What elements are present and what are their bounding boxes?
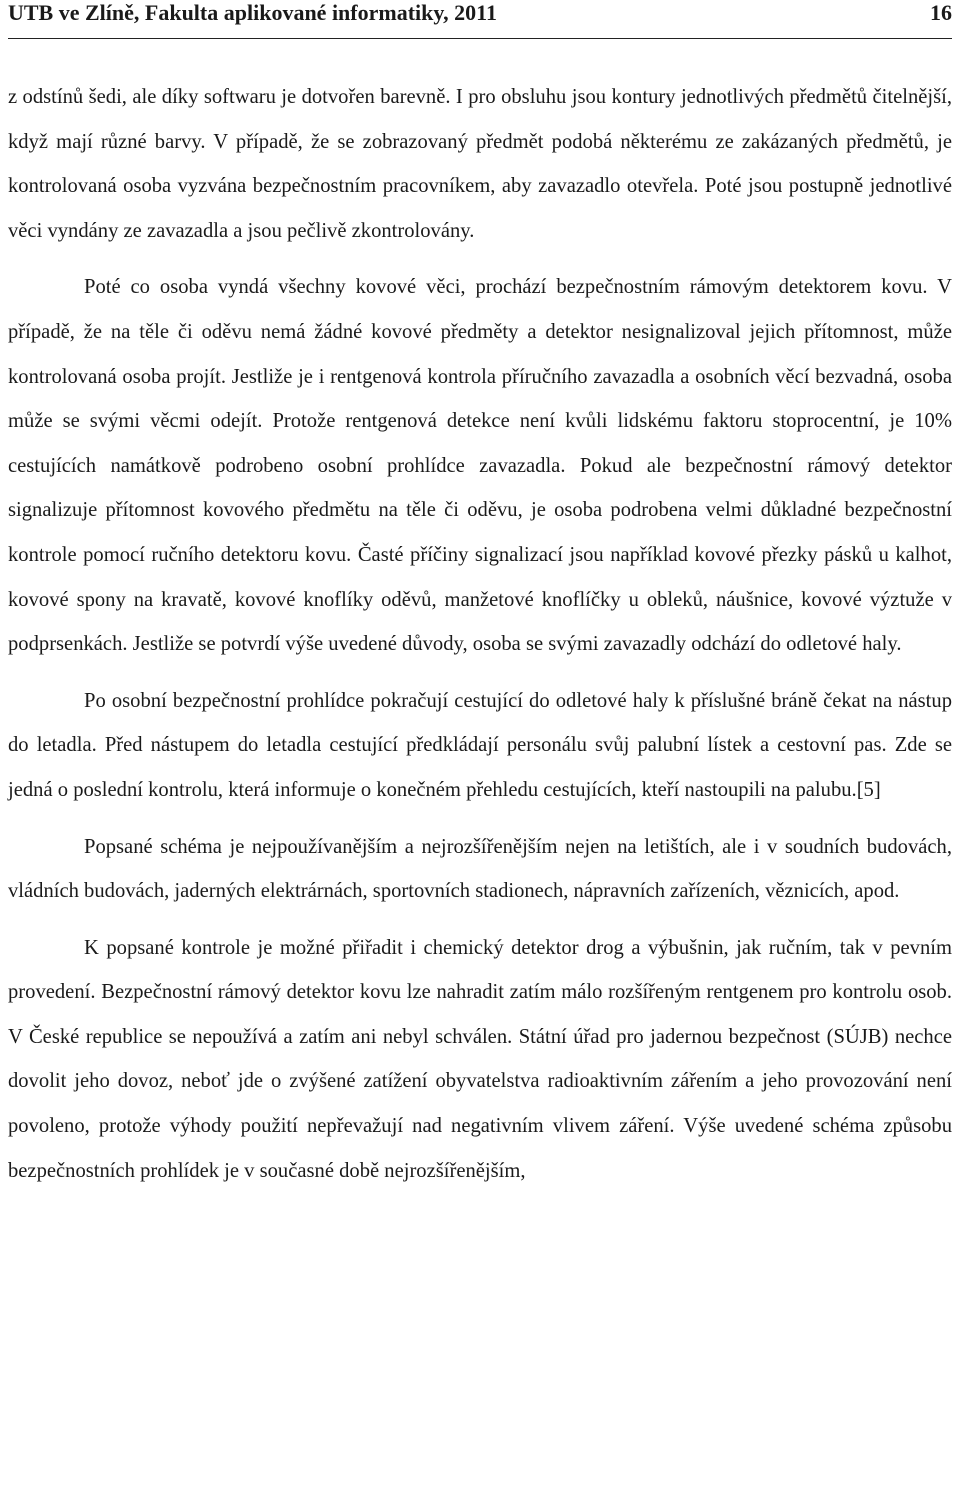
paragraph-4: Popsané schéma je nejpoužívanějším a nejrozšířenějším nejen na letištích, ale i v soudních budovách, vládních budovách, jaderných elektrárnách, sportovních stadionech, nápravních zařízeních, věznicích, apod.	[8, 835, 952, 903]
header-title: UTB ve Zlíně, Fakulta aplikované informatiky, 2011	[8, 0, 497, 25]
page-header	[8, 2, 952, 39]
paragraph-1: z odstínů šedi, ale díky softwaru je dotvořen barevně. I pro obsluhu jsou kontury jednotlivých předmětů čitelnější, když mají různé barvy. V případě, že se zobrazovaný předmět podobá některému ze zakázaných předmětů, je kontrolovaná osoba vyzvána bezpečnostním pracovníkem, aby zavazadlo otevřela. Poté jsou postupně jednotlivé věci vyndány ze zavazadla a jsou pečlivě zkontrolovány.	[8, 86, 952, 242]
paragraph-5: K popsané kontrole je možné přiřadit i chemický detektor drog a výbušnin, jak ručním, tak v pevním provedení. Bezpečnostní rámový detektor kovu lze nahradit zatím málo rozšířeným rentgenem pro kontrolu osob. V České republice se nepoužívá a zatím ani nebyl schválen. Státní úřad pro jadernou bezpečnost (SÚJB) nechce dovolit jeho dovoz, neboť jde o zvýšené zatížení obyvatelstva radioaktivním zářením a jeho provozování není povoleno, protože výhody použití nepřevažují nad negativním vlivem záření. Výše uvedené schéma způsobu bezpečnostních prohlídek je v současné době nejrozšířenějším,	[8, 936, 952, 1182]
paragraph-2: Poté co osoba vyndá všechny kovové věci, prochází bezpečnostním rámovým detektorem kovu. V případě, že na těle či oděvu nemá žádné kovové předměty a detektor nesignalizoval jejich přítomnost, může kontrolovaná osoba projít. Jestliže je i rentgenová kontrola příručního zavazadla a osobních věcí bezvadná, osoba může se svými věcmi odejít. Protože rentgenová detekce není kvůli lidskému faktoru stoprocentní, je 10% cestujících namátkově podrobeno osobní prohlídce zavazadla. Pokud ale bezpečnostní rámový detektor signalizuje přítomnost kovového předmětu na těle či oděvu, je osoba podrobena velmi důkladné bezpečnostní kontrole pomocí ručního detektoru kovu. Časté příčiny signalizací jsou například kovové přezky pásků u kalhot, kovové spony na kravatě, kovové knoflíky oděvů, manžetové knoflíčky u obleků, náušnice, kovové výztuže v podprsenkách. Jestliže se potvrdí výše uvedené důvody, osoba se svými zavazadly odchází do odletové haly.	[8, 276, 952, 656]
page-number: 16	[930, 0, 952, 25]
document-body	[8, 75, 952, 1193]
document-page	[8, 0, 952, 1193]
paragraph-3: Po osobní bezpečnostní prohlídce pokračují cestující do odletové haly k příslušné bráně čekat na nástup do letadla. Před nástupem do letadla cestující předkládají personálu svůj palubní lístek a cestovní pas. Zde se jedná o poslední kontrolu, která informuje o konečném přehledu cestujících, kteří nastoupili na palubu.[5]	[8, 689, 952, 801]
